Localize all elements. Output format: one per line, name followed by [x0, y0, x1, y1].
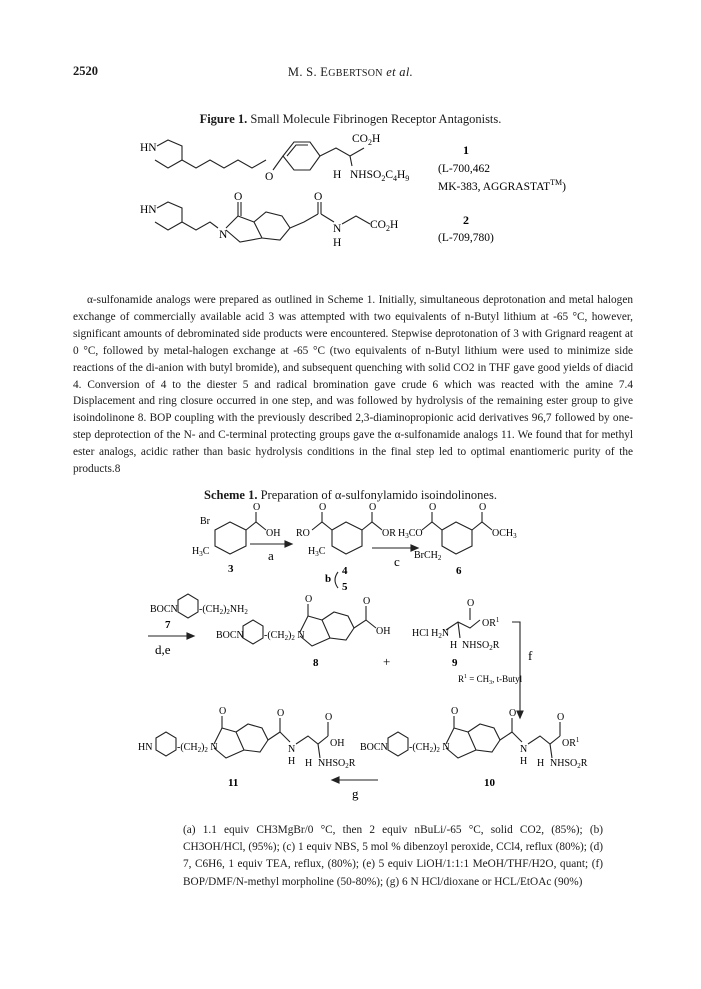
h-10b: H [537, 758, 545, 769]
compound-7-structure [150, 594, 248, 631]
ch2nh2-7: $-(CH_2)_2NH_2$ [199, 604, 248, 616]
o-11a: O [219, 706, 227, 717]
step-c: c [394, 554, 400, 569]
amide-h-label: H [333, 237, 342, 249]
compound-3-structure [192, 502, 280, 575]
ch2-11: $-(CH_2)_2$ N [177, 742, 218, 754]
hn-label-2: HN [140, 204, 157, 216]
compound-1-names: MK-383, AGGRASTAT™) [438, 178, 567, 193]
h-10: H [520, 756, 528, 767]
compound-6-structure [398, 502, 517, 577]
bocn-10: BOCN [360, 742, 388, 753]
h-11: H [288, 756, 296, 767]
or1-10: $OR^1$ [562, 736, 580, 749]
hn-11: HN [138, 742, 153, 753]
compound-7-number: 7 [165, 619, 171, 631]
h-label-1: H [333, 169, 342, 181]
scheme-1-caption [0, 488, 701, 503]
o-45b: O [369, 502, 377, 513]
scheme-1-conditions: (a) 1.1 equiv CH3MgBr/0 °C, then 2 equiv nBuLi/-65 °C, solid CO2, (85%); (b) CH3OH/HCl, (95%); (c) 1 equiv NBS, 5 mol % dibenzoyl peroxide, CCl4, reflux (80%); (d) 7, C6H6, 1 equiv TEA, reflux, (80%); (e) 5 equiv LiOH/1:1:1 MeOH/THF/H2O, quant; (f) BOP/DMF/N-methyl morpholine (50-80%); (g) 6 N HCl/dioxane or HCL/EtOAc (90%) [183, 824, 603, 888]
nhso2r-11: $NHSO_2R$ [318, 758, 356, 770]
hclh2n-9: HCl $H_2N$ [412, 628, 450, 640]
or-label: OR [382, 528, 396, 539]
figure-1-label: Figure 1. [199, 112, 248, 126]
body-text: α-sulfonamide analogs were prepared as outlined in Scheme 1. Initially, simultaneous deprotonation and metal halogen exchange of commercially available acid 3 was attempted with two equivalents of n-Butyl lithium at -65 °C, however, significant amounts of debrominated side products were encountered. Stepwise deprotonation of 3 with Grignard reagent at 0 °C, followed by metal-halogen exchange at -65 °C (two equivalents of n-Butyl lithium were used to minimize side reactions of the di-anion with butyl bromide), and subsequent quenching with solid CO2 in THF gave good yields of diacid 4. Conversion of 4 to the diester 5 and radical bromination gave crude 6 which was reacted with the amine 7.4 Displacement and ring closure occurred in one step, and was followed by hydrolysis of the remaining ester group to give isoindolinone 8. BOP coupling with the previously described 2,3-diaminopropionic acid derivatives 96,7 followed by one-step deprotection of the N- and C-terminal protecting groups gave the α-sulfonamide analogs 11. We found that for methyl ester analogs, acidic rather than basic hydrolysis conditions in the final step led to optimal enantiomeric purity of the products.8 [73, 294, 633, 476]
compound-11-number: 11 [228, 777, 239, 789]
hn-label-1: HN [140, 142, 157, 154]
oh-3: OH [266, 528, 281, 539]
n-10: N [520, 744, 528, 755]
h3c-3: $H_3C$ [192, 546, 210, 558]
br-label: Br [200, 516, 210, 527]
scheme-1-label: Scheme 1. [204, 488, 258, 502]
ch2-10: $-(CH_2)_2$ N [409, 742, 450, 754]
carbonyl-o-label-2b: O [314, 191, 323, 203]
ch2-8: $-(CH_2)_2$ N [264, 630, 305, 642]
running-head: M. S. EGBERTSON et al. [287, 65, 414, 79]
co2h-label-1: $CO_2H$ [352, 133, 381, 147]
nhso2r-9: $NHSO_2R$ [462, 640, 500, 652]
n-11: N [288, 744, 296, 755]
nhso2r-10: $NHSO_2R$ [550, 758, 588, 770]
nhso2-label: $NHSO_2C_4H_9$ [350, 169, 410, 183]
scheme-1-structures [0, 502, 701, 808]
or1-9: $OR^1$ [482, 616, 500, 629]
compound-2-code: (L-709,780) [438, 232, 494, 244]
scheme-1-title: Preparation of α-sulfonylamido isoindolinones. [260, 488, 497, 502]
oh-8: OH [376, 626, 391, 637]
r1-note: $R^1 = CH_3$, t-Butyl [458, 674, 523, 686]
compound-6-number: 6 [456, 565, 462, 577]
step-g: g [352, 786, 359, 801]
compound-4-number: 4 [342, 565, 348, 577]
o-9: O [467, 598, 475, 609]
compound-11-structure [138, 706, 356, 789]
o-10a: O [451, 706, 459, 717]
o-3: O [253, 502, 261, 513]
h3c-45: $H_3C$ [308, 546, 326, 558]
o-11b: O [277, 708, 285, 719]
h3co-label: $H_3CO$ [398, 528, 423, 540]
figure-1-caption [0, 112, 701, 127]
compound-10-structure [360, 706, 588, 789]
compound-b-arrow: b [325, 573, 332, 585]
o-10b: O [509, 708, 517, 719]
o-11c: O [325, 712, 333, 723]
page-number: 2520 [73, 64, 98, 78]
compound-9-structure [412, 598, 523, 686]
isoindolinone-n-label: N [219, 229, 228, 241]
compound-2-number: 2 [463, 213, 469, 227]
figure-1-structures [0, 128, 701, 263]
step-de: d,e [155, 642, 171, 657]
compound-3-number: 3 [228, 563, 234, 575]
o-6b: O [479, 502, 487, 513]
ro-label: RO [296, 528, 310, 539]
o-45a: O [319, 502, 327, 513]
compound-2-structure [140, 191, 398, 249]
compound-1-structure [140, 133, 409, 183]
figure-1-title: Small Molecule Fibrinogen Receptor Antagonists. [250, 112, 502, 126]
o-8a: O [305, 594, 313, 605]
o-8b: O [363, 596, 371, 607]
step-f: f [528, 648, 533, 663]
step-a: a [268, 548, 274, 563]
compound-1-number: 1 [463, 143, 469, 157]
compound-1-code: (L-700,462 [438, 163, 491, 175]
compound-9-number: 9 [452, 657, 458, 669]
och3-label: $OCH_3$ [492, 528, 517, 540]
brch2-label: BrCH$_2$ [414, 550, 442, 562]
compound-10-number: 10 [484, 777, 495, 789]
oh-11: OH [330, 738, 345, 749]
bocn-8: BOCN [216, 630, 244, 641]
body-paragraph [73, 292, 633, 478]
ether-o-label: O [265, 171, 274, 183]
h-9: H [450, 640, 458, 651]
o-6a: O [429, 502, 437, 513]
carbonyl-o-label-2a: O [234, 191, 243, 203]
plus-sign: + [383, 654, 391, 669]
amide-n-label: N [333, 223, 342, 235]
compound-5-number: 5 [342, 581, 348, 593]
co2h-label-2: $CO_2H$ [370, 219, 399, 233]
compound-8-number: 8 [313, 657, 319, 669]
bocn-7: BOCN [150, 604, 178, 615]
o-10c: O [557, 712, 565, 723]
h-11b: H [305, 758, 313, 769]
